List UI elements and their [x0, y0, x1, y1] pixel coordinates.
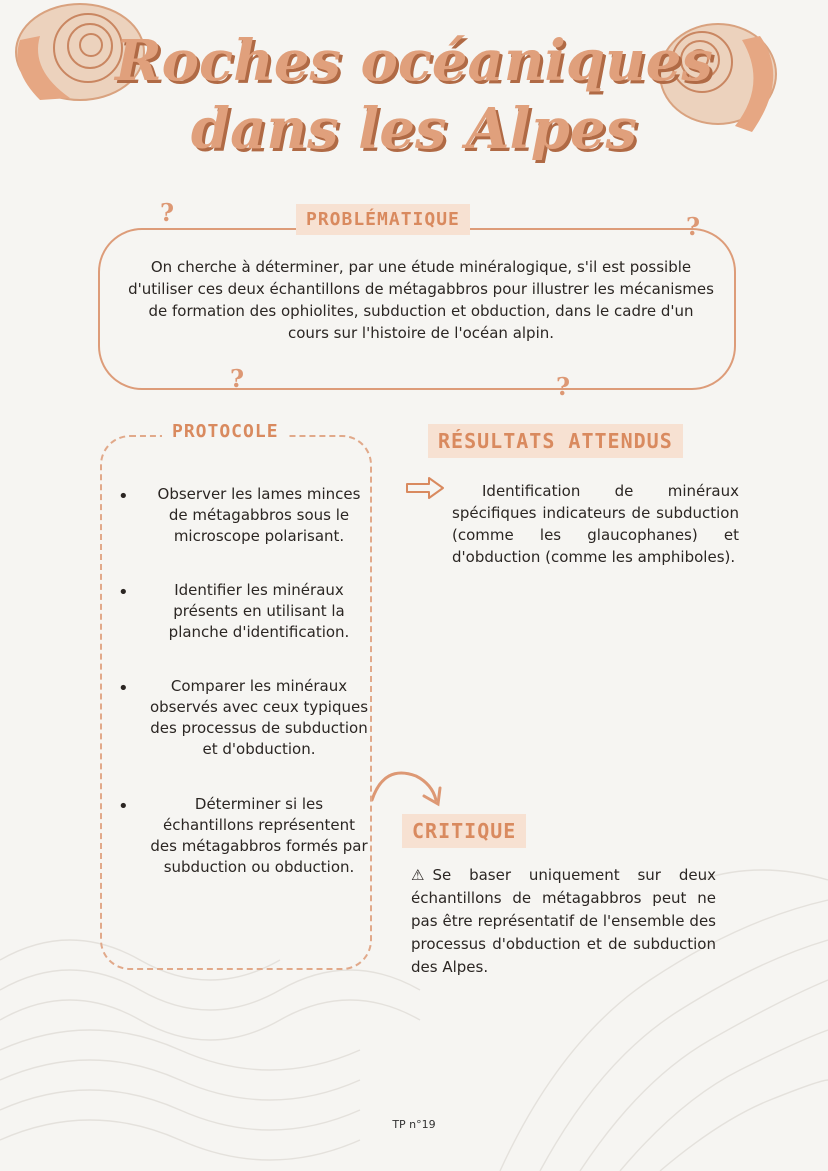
- page-title-line1: Roches océaniques: [115, 28, 713, 94]
- resultats-heading: RÉSULTATS ATTENDUS: [428, 424, 683, 458]
- bullet-icon: •: [118, 486, 129, 507]
- question-mark-icon: ?: [556, 372, 571, 401]
- resultats-text: Identification de minéraux spécifiques indicateurs de subduction (comme les glaucophanes) et d'obduction (comme les amphiboles).: [452, 482, 739, 566]
- protocol-step: Identifier les minéraux présents en utilisant la planche d'identification.: [168, 581, 350, 641]
- critique-text: Se baser uniquement sur deux échantillons de métagabbros peut ne pas être représentatif de l'ensemble des processus d'obduction et de subduction des Alpes.: [411, 866, 716, 976]
- bullet-icon: •: [118, 678, 129, 699]
- warning-icon: ⚠: [411, 866, 425, 884]
- problematique-heading: PROBLÉMATIQUE: [296, 204, 470, 235]
- page-title-line2: dans les Alpes: [190, 96, 638, 162]
- bullet-icon: •: [118, 796, 129, 817]
- question-mark-icon: ?: [230, 364, 245, 393]
- critique-paragraph: [411, 864, 716, 979]
- bullet-icon: •: [118, 582, 129, 603]
- protocole-heading: PROTOCOLE: [162, 416, 289, 447]
- arrow-right-icon: [405, 476, 445, 500]
- protocol-step: Comparer les minéraux observés avec ceux typiques des processus de subduction et d'obduction.: [149, 677, 369, 758]
- curved-arrow-icon: [372, 773, 440, 804]
- footer-label: TP n°19: [392, 1118, 436, 1131]
- protocol-step: Déterminer si les échantillons représentent des métagabbros formés par subduction ou obduction.: [150, 795, 368, 876]
- question-mark-icon: ?: [160, 198, 175, 227]
- question-mark-icon: ?: [686, 212, 701, 241]
- critique-heading: CRITIQUE: [402, 814, 526, 848]
- problematique-text: On cherche à déterminer, par une étude minéralogique, s'il est possible d'utiliser ces deux échantillons de métagabbros pour illustrer les mécanismes de formation des ophiolites, subduction et obduction, dans le cadre d'un cours sur l'histoire de l'océan alpin.: [128, 258, 714, 342]
- protocol-step: Observer les lames minces de métagabbros sous le microscope polarisant.: [157, 485, 361, 545]
